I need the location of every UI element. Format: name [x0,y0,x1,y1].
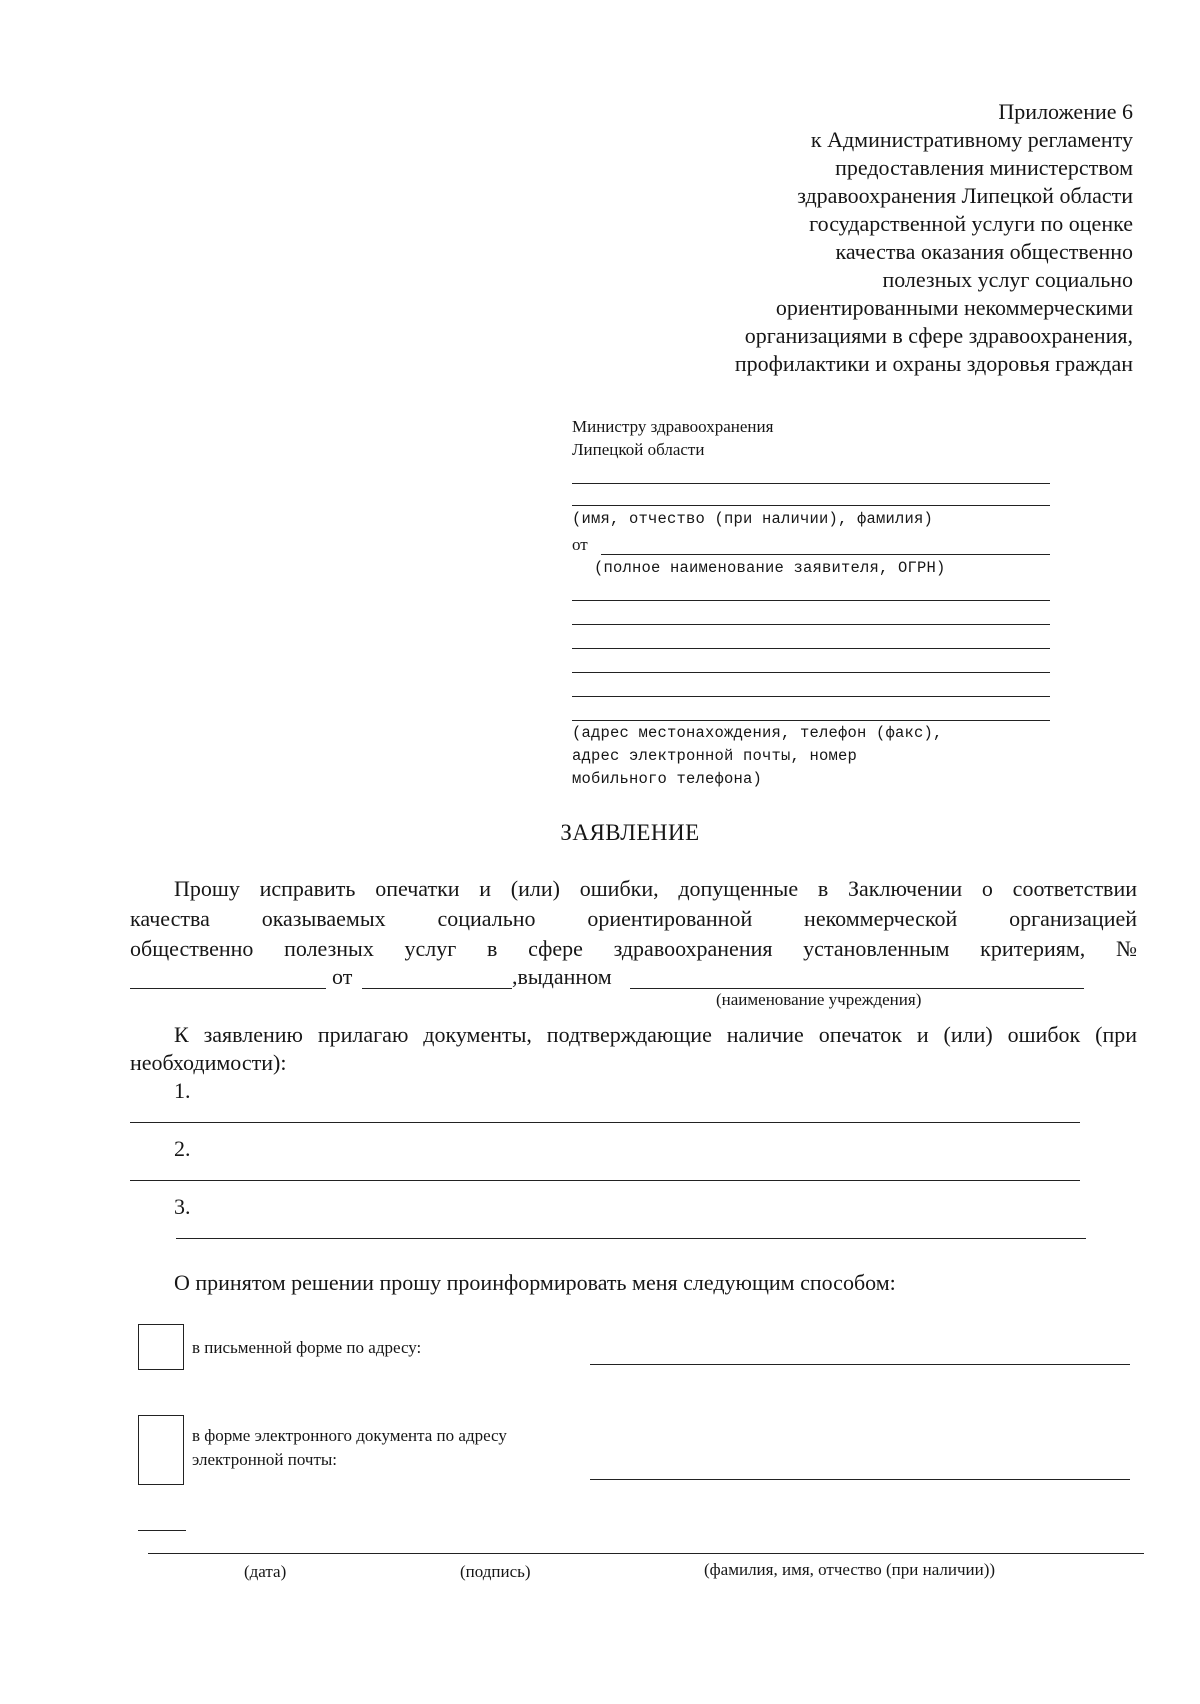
address-blank-line[interactable] [572,720,1050,721]
request-from-label: от [332,964,353,989]
applicant-hint: (полное наименование заявителя, ОГРН) [594,559,946,577]
electronic-form-label: электронной почты: [192,1450,338,1469]
attachments-line: К заявлению прилагаю документы, подтверждающие наличие опечаток и (или) ошибок (при [174,1022,1137,1047]
electronic-form-checkbox[interactable] [138,1415,184,1485]
postal-address-blank-line[interactable] [590,1364,1130,1365]
institution-blank-line[interactable] [630,988,1084,989]
addressee-line-1: Министру здравоохранения [572,417,774,436]
date-blank-line[interactable] [362,988,512,989]
email-address-blank-line[interactable] [590,1479,1130,1480]
address-blank-line[interactable] [572,672,1050,673]
fullname-caption: (фамилия, имя, отчество (при наличии)) [704,1560,996,1579]
address-blank-line[interactable] [572,648,1050,649]
electronic-form-label: в форме электронного документа по адресу [192,1426,507,1445]
institution-hint: (наименование учреждения) [716,990,922,1009]
request-line: общественно полезных услуг в сфере здравоохранения установленным критериям, № [130,936,1137,961]
header-line: государственной услуги по оценке [809,211,1133,236]
attachment-blank-line[interactable] [176,1238,1086,1239]
attachment-item-number: 3. [174,1194,191,1219]
address-hint: адрес электронной почты, номер [572,747,858,765]
address-hint: (адрес местонахождения, телефон (факс), [572,724,943,742]
name-hint: (имя, отчество (при наличии), фамилия) [572,510,934,528]
attachment-item-number: 1. [174,1078,191,1103]
attachment-blank-line[interactable] [130,1122,1080,1123]
attachment-item-number: 2. [174,1136,191,1161]
header-line: предоставления министерством [835,155,1133,180]
from-label: от [572,535,588,554]
header-line: полезных услуг социально [882,267,1133,292]
applicant-blank-line[interactable] [601,554,1050,555]
name-blank-line[interactable] [572,483,1050,484]
request-line: качества оказываемых социально ориентированной некоммерческой организацией [130,906,1137,931]
header-line: организациями в сфере здравоохранения, [744,323,1133,348]
attachment-blank-line[interactable] [130,1180,1080,1181]
address-blank-line[interactable] [572,624,1050,625]
header-line: здравоохранения Липецкой области [797,183,1133,208]
date-stub-line [138,1530,186,1531]
name-blank-line[interactable] [572,505,1050,506]
number-blank-line[interactable] [130,988,326,989]
addressee-line-2: Липецкой области [572,440,705,459]
written-form-checkbox[interactable] [138,1324,184,1370]
address-blank-line[interactable] [572,696,1050,697]
header-line: качества оказания общественно [835,239,1133,264]
signature-blank-line[interactable] [148,1553,1144,1554]
notify-intro: О принятом решении прошу проинформировать меня следующим способом: [174,1270,896,1295]
header-line: профилактики и охраны здоровья граждан [734,351,1133,376]
address-hint: мобильного телефона) [572,770,763,788]
document-title: ЗАЯВЛЕНИЕ [560,820,700,845]
signature-caption: (подпись) [460,1562,531,1581]
request-line: Прошу исправить опечатки и (или) ошибки, допущенные в Заключении о соответствии [174,876,1137,901]
date-caption: (дата) [244,1562,287,1581]
address-blank-line[interactable] [572,600,1050,601]
attachments-line: необходимости): [130,1050,287,1075]
header-line: к Административному регламенту [810,127,1133,152]
header-line: Приложение 6 [998,99,1133,124]
header-line: ориентированными некоммерческими [775,295,1133,320]
issued-label: ,выданном [512,964,612,989]
written-form-label: в письменной форме по адресу: [192,1338,422,1357]
